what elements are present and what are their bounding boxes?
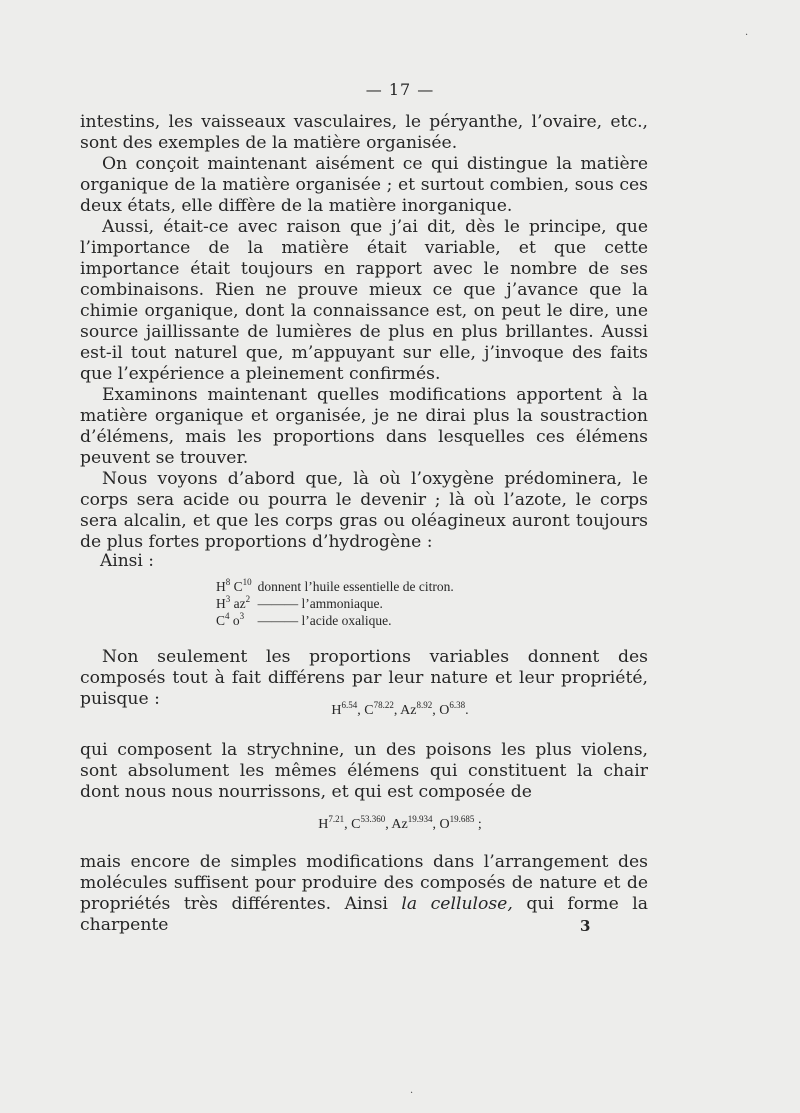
paragraph-7: qui composent la strychnine, un des poisons les plus violens, sont absolument les mêmes élémens qui constituent la chair dont nous nous nourrissons, et qui est composée de [80, 740, 648, 802]
formula-row [216, 612, 460, 629]
text-block-4 [80, 852, 648, 936]
ainsi-label: Ainsi : [100, 551, 154, 571]
formula-description: donnent l’huile essentielle de citron. [257, 579, 454, 594]
formula-description: ——— l’acide oxalique. [257, 613, 392, 628]
speck: · [745, 30, 749, 41]
formula: $H^3$ $az^2$ [216, 594, 251, 611]
page-number: — 17 — [365, 80, 435, 99]
formula-chair: $H^{7.21}$, $C^{53.360}$, $Az^{19.934}$, $O^{19.685}$ ; [318, 814, 482, 832]
formula-row [216, 578, 460, 595]
paragraph-3: Aussi, était-ce avec raison que j’ai dit, dès le principe, que l’importance de la matière était variable, et que cette importance était toujours en rapport avec le nombre de ses combinaisons. Rien ne prouve mieux ce que j’avance que la chimie organique, dont la connaissance est, on peut le dire, une source jaillissante de lumières de plus en plus brillantes. Aussi est-il tout naturel que, m’appuyant sur elle, j’invoque des faits que l’expérience a pleinement confirmés. [80, 217, 648, 384]
paragraph-4: Examinons maintenant quelles modifications apportent à la matière organique et organisée, je ne dirai plus la soustraction d’élémens, mais les proportions dans lesquelles ces élémens peuvent se trouver. [80, 385, 648, 468]
paragraph-6: Non seulement les proportions variables donnent des composés tout à fait différens par leur nature et leur propriété, puisque : [80, 647, 648, 709]
signature-mark: 3 [580, 917, 591, 935]
text-block-2 [80, 647, 648, 710]
paragraph-5: Nous voyons d’abord que, là où l’oxygène prédominera, le corps sera acide ou pourra le devenir ; là où l’azote, le corps sera alcalin, et que les corps gras ou oléagineux auront toujours de plus fortes proportions d’hydrogène : [80, 469, 648, 552]
formula-table [216, 578, 460, 629]
formula: $H^8$ $C^{10}$ [216, 577, 252, 594]
paragraph-1: intestins, les vaisseaux vasculaires, le péryanthe, l’ovaire, etc., sont des exemples de la matière organisée. [80, 112, 648, 153]
paragraph-8: mais encore de simples modifications dans l’arrangement des molécules suffisent pour produire des composés de nature et de propriétés très différentes. Ainsi la cellulose, qui forme la charpente [80, 852, 648, 935]
formula-row [216, 595, 460, 612]
paragraph-2: On conçoit maintenant aisément ce qui distingue la matière organique de la matière organisée ; et surtout combien, sous ces deux états, elle diffère de la matière inorganique. [80, 154, 648, 216]
formula-description: ——— l’ammoniaque. [257, 596, 383, 611]
formula: $C^4$ $o^3$ [216, 611, 245, 628]
text-block-intro [80, 112, 648, 553]
text-block-3 [80, 740, 648, 803]
formula-strychnine: $H^{6.54}$, $C^{78.22}$, $Az^{8.92}$, $O^{6.38}$. [331, 700, 469, 718]
speck: · [410, 1088, 414, 1099]
